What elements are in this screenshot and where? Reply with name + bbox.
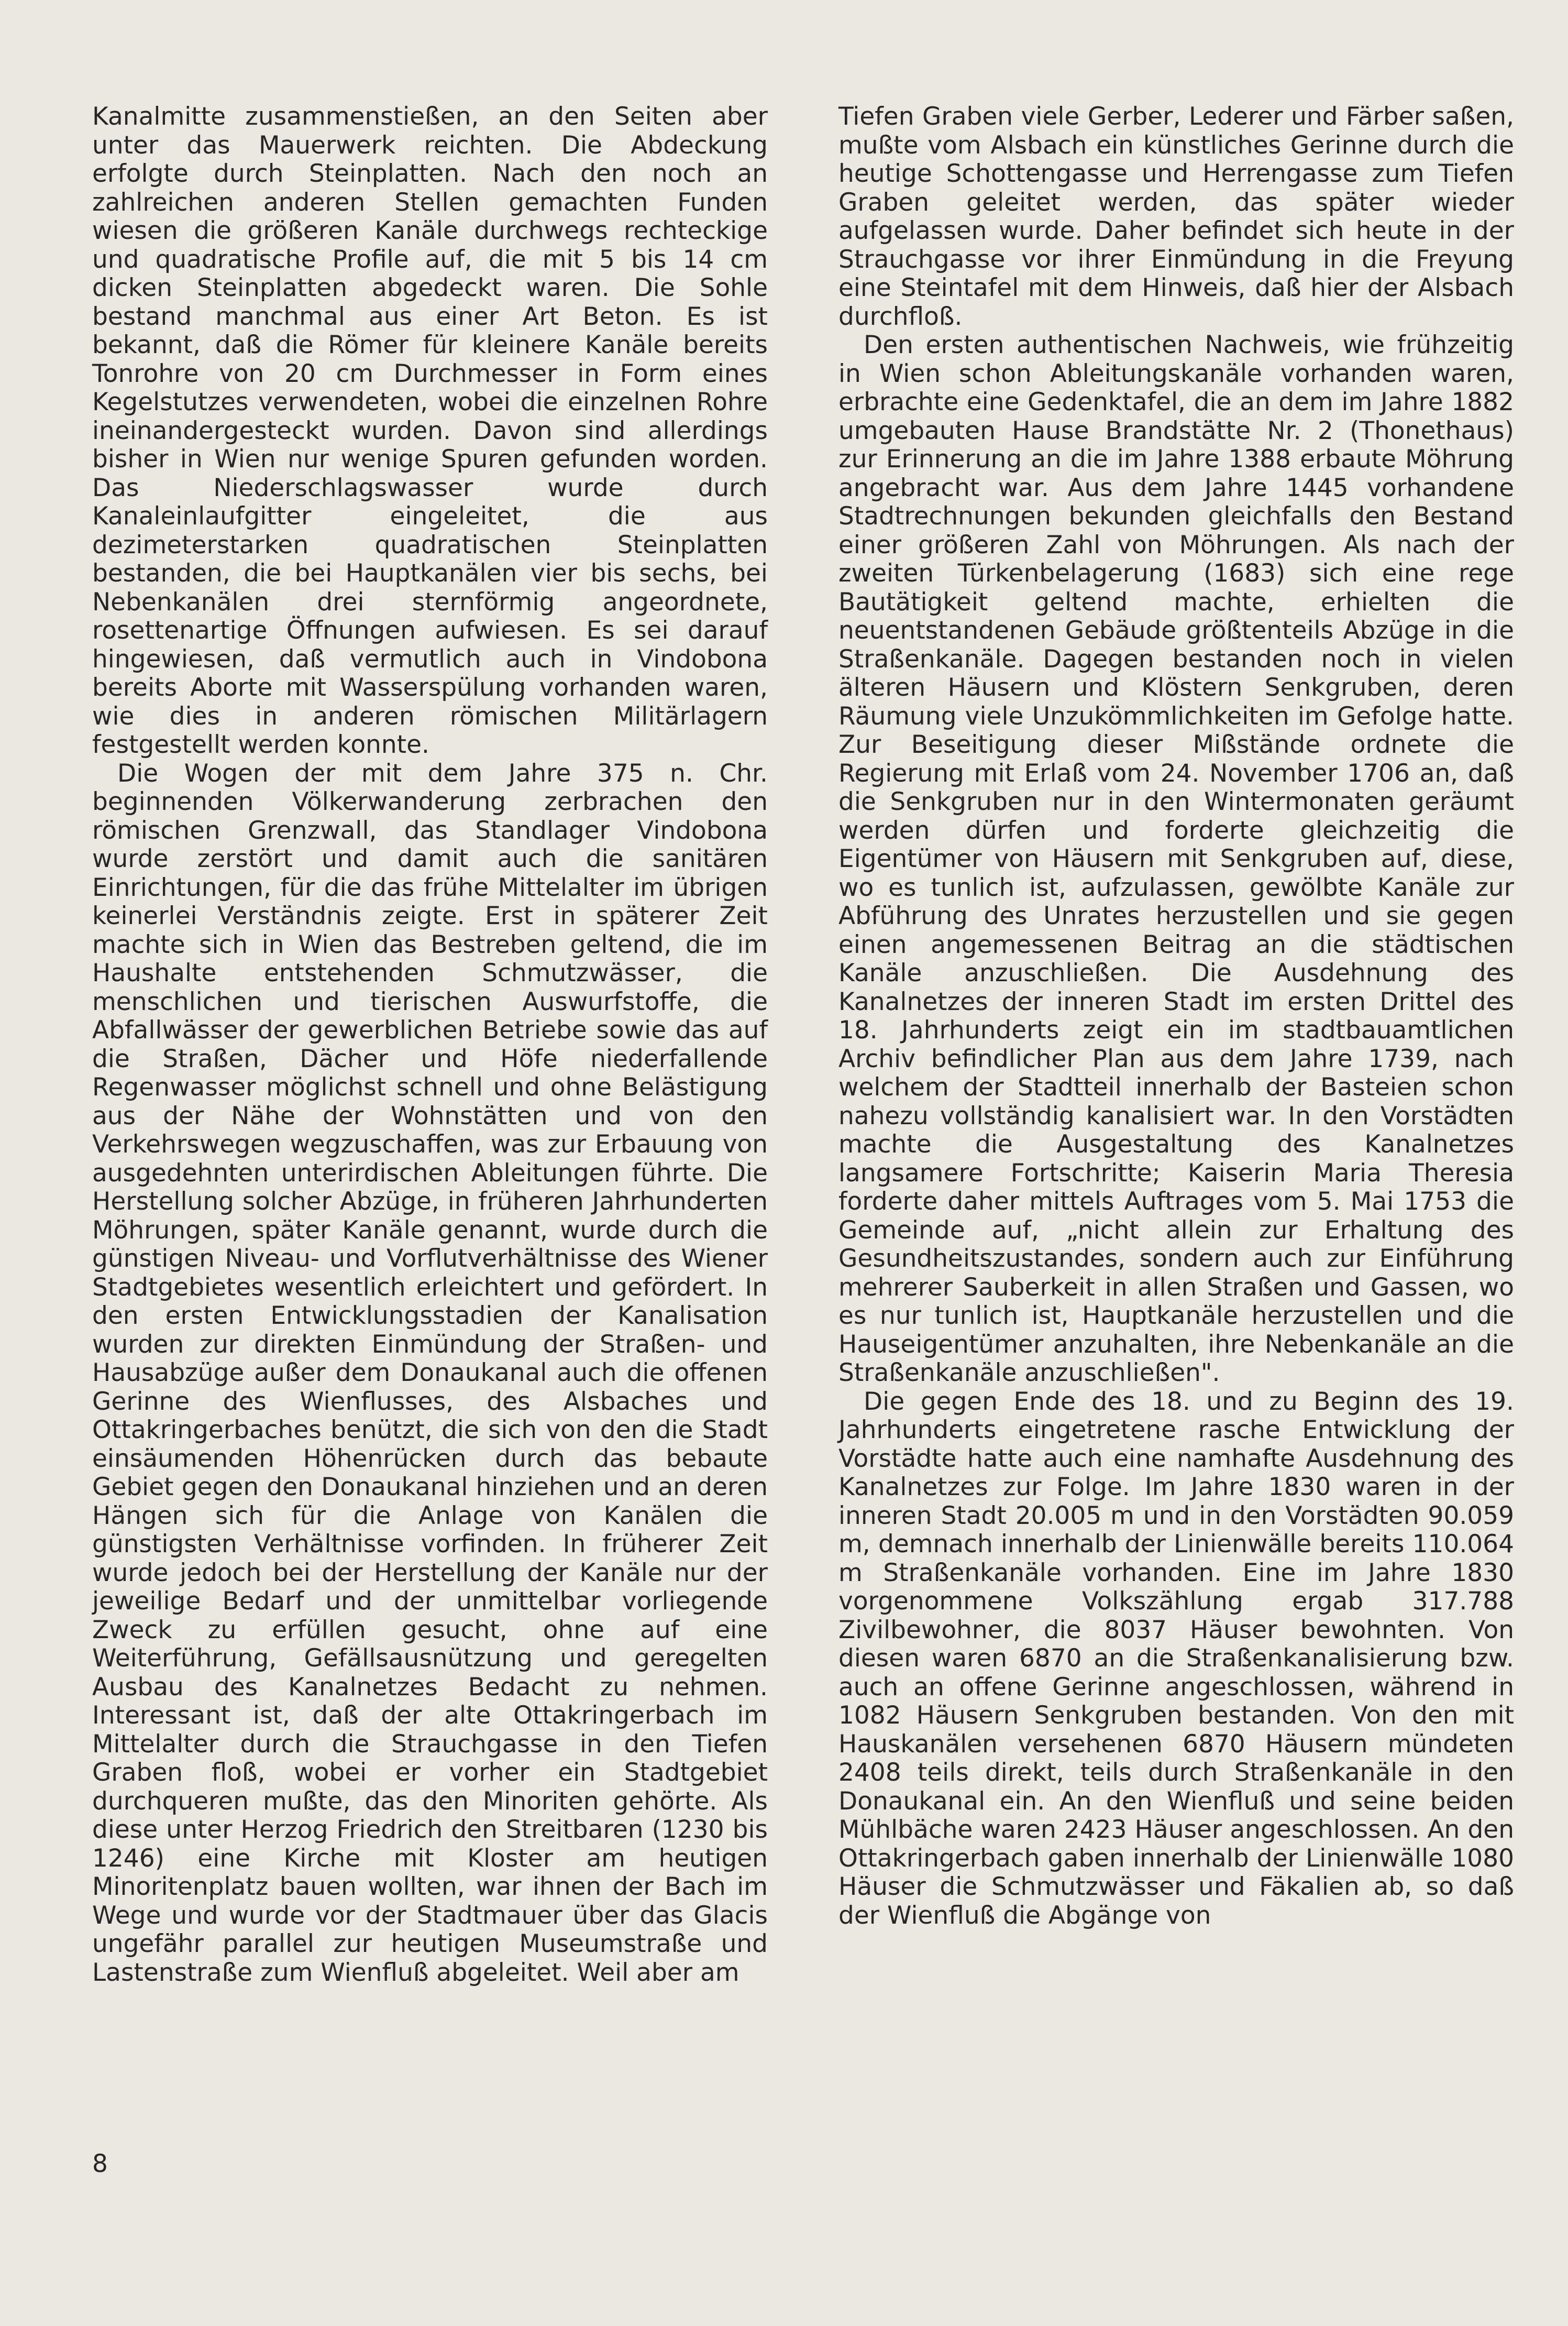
paragraph-right-1: Tiefen Graben viele Gerber, Lederer und Färber saßen, mußte vom Alsbach ein künstliches Gerinne durch die heutige Schottengasse und Herrengasse zum Tiefen Graben geleitet werden, das später wieder aufgelassen wurde. Daher befindet sich heute in der Strauchgasse vor ihrer Einmündung in die Freyung eine Steintafel mit dem Hinweis, daß hier der Alsbach durchfloß. bbox=[838, 102, 1514, 331]
paragraph-left-1: Kanalmitte zusammenstießen, an den Seiten aber unter das Mauerwerk reichten. Die Abdeckung erfolgte durch Steinplatten. Nach den noch an zahlreichen anderen Stellen gemachten Funden wiesen die größeren Kanäle durchwegs rechteckige und quadratische Profile auf, die mit 5 bis 14 cm dicken Steinplatten abgedeckt waren. Die Sohle bestand manchmal aus einer Art Beton. Es ist bekannt, daß die Römer für kleinere Kanäle bereits Tonrohre von 20 cm Durchmesser in Form eines Kegelstutzes verwendeten, wobei die einzelnen Rohre ineinandergesteckt wurden. Davon sind allerdings bisher in Wien nur wenige Spuren gefunden worden. Das Niederschlagswasser wurde durch Kanaleinlaufgitter eingeleitet, die aus dezimeterstarken quadratischen Steinplatten bestanden, die bei Hauptkanälen vier bis sechs, bei Nebenkanälen drei sternförmig angeordnete, rosettenartige Öffnungen aufwiesen. Es sei darauf hingewiesen, daß vermutlich auch in Vindobona bereits Aborte mit Wasserspülung vorhanden waren, wie dies in anderen römischen Militärlagern festgestellt werden konnte. bbox=[92, 102, 768, 759]
paragraph-right-2: Den ersten authentischen Nachweis, wie frühzeitig in Wien schon Ableitungskanäle vorhanden waren, erbrachte eine Gedenktafel, die an dem im Jahre 1882 umgebauten Hause Brandstätte Nr. 2 (Thonethaus) zur Erinnerung an die im Jahre 1388 erbaute Möhrung angebracht war. Aus dem Jahre 1445 vorhandene Stadtrechnungen bekunden gleichfalls den Bestand einer größeren Zahl von Möhrungen. Als nach der zweiten Türkenbelagerung (1683) sich eine rege Bautätigkeit geltend machte, erhielten die neuentstandenen Gebäude größtenteils Abzüge in die Straßenkanäle. Dagegen bestanden noch in vielen älteren Häusern und Klöstern Senkgruben, deren Räumung viele Unzukömmlichkeiten im Gefolge hatte. Zur Beseitigung dieser Mißstände ordnete die Regierung mit Erlaß vom 24. November 1706 an, daß die Senkgruben nur in den Wintermonaten geräumt werden dürfen und forderte gleichzeitig die Eigentümer von Häusern mit Senkgruben auf, diese, wo es tunlich ist, aufzulassen, gewölbte Kanäle zur Abführung des Unrates herzustellen und sie gegen einen angemessenen Beitrag an die städtischen Kanäle anzuschließen. Die Ausdehnung des Kanalnetzes der inneren Stadt im ersten Drittel des 18. Jahrhunderts zeigt ein im stadtbauamtlichen Archiv befindlicher Plan aus dem Jahre 1739, nach welchem der Stadtteil innerhalb der Basteien schon nahezu vollständig kanalisiert war. In den Vorstädten machte die Ausgestaltung des Kanalnetzes langsamere Fortschritte; Kaiserin Maria Theresia forderte daher mittels Auftrages vom 5. Mai 1753 die Gemeinde auf, „nicht allein zur Erhaltung des Gesundheitszustandes, sondern auch zur Einführung mehrerer Sauberkeit in allen Straßen und Gassen, wo es nur tunlich ist, Hauptkanäle herzustellen und die Hauseigentümer anzuhalten, ihre Nebenkanäle an die Straßenkanäle anzuschließen". bbox=[838, 331, 1514, 1387]
paragraph-left-2: Die Wogen der mit dem Jahre 375 n. Chr. beginnenden Völkerwanderung zerbrachen den römischen Grenzwall, das Standlager Vindobona wurde zerstört und damit auch die sanitären Einrichtungen, für die das frühe Mittelalter im übrigen keinerlei Verständnis zeigte. Erst in späterer Zeit machte sich in Wien das Bestreben geltend, die im Haushalte entstehenden Schmutzwässer, die menschlichen und tierischen Auswurfstoffe, die Abfallwässer der gewerblichen Betriebe sowie das auf die Straßen, Dächer und Höfe niederfallende Regenwasser möglichst schnell und ohne Belästigung aus der Nähe der Wohnstätten und von den Verkehrswegen wegzuschaffen, was zur Erbauung von ausgedehnten unterirdischen Ableitungen führte. Die Herstellung solcher Abzüge, in früheren Jahrhunderten Möhrungen, später Kanäle genannt, wurde durch die günstigen Niveau- und Vorflutverhältnisse des Wiener Stadtgebietes wesentlich erleichtert und gefördert. In den ersten Entwicklungsstadien der Kanalisation wurden zur direkten Einmündung der Straßen- und Hausabzüge außer dem Donaukanal auch die offenen Gerinne des Wienflusses, des Alsbaches und Ottakringerbaches benützt, die sich von den die Stadt einsäumenden Höhenrücken durch das bebaute Gebiet gegen den Donaukanal hinziehen und an deren Hängen sich für die Anlage von Kanälen die günstigsten Verhältnisse vorfinden. In früherer Zeit wurde jedoch bei der Herstellung der Kanäle nur der jeweilige Bedarf und der unmittelbar vorliegende Zweck zu erfüllen gesucht, ohne auf eine Weiterführung, Gefällsausnützung und geregelten Ausbau des Kanalnetzes Bedacht zu nehmen. Interessant ist, daß der alte Ottakringerbach im Mittelalter durch die Strauchgasse in den Tiefen Graben floß, wobei er vorher ein Stadtgebiet durchqueren mußte, das den Minoriten gehörte. Als diese unter Herzog Friedrich den Streitbaren (1230 bis 1246) eine Kirche mit Kloster am heutigen Minoritenplatz bauen wollten, war ihnen der Bach im Wege und wurde vor der Stadtmauer über das Glacis ungefähr parallel zur heutigen Museumstraße und Lastenstraße zum Wienfluß abgeleitet. Weil aber am bbox=[92, 759, 768, 1987]
right-text-column bbox=[838, 103, 1514, 1930]
paragraph-right-3: Die gegen Ende des 18. und zu Beginn des 19. Jahrhunderts eingetretene rasche Entwicklung der Vorstädte hatte auch eine namhafte Ausdehnung des Kanalnetzes zur Folge. Im Jahre 1830 waren in der inneren Stadt 20.005 m und in den Vorstädten 90.059 m, demnach innerhalb der Linienwälle bereits 110.064 m Straßenkanäle vorhanden. Eine im Jahre 1830 vorgenommene Volkszählung ergab 317.788 Zivilbewohner, die 8037 Häuser bewohnten. Von diesen waren 6870 an die Straßenkanalisierung bzw. auch an offene Gerinne angeschlossen, während in 1082 Häusern Senkgruben bestanden. Von den mit Hauskanälen versehenen 6870 Häusern mündeten 2408 teils direkt, teils durch Straßenkanäle in den Donaukanal ein. An den Wienfluß und seine beiden Mühlbäche waren 2423 Häuser angeschlossen. An den Ottakringerbach gaben innerhalb der Linienwälle 1080 Häuser die Schmutzwässer und Fäkalien ab, so daß der Wienfluß die Abgänge von bbox=[838, 1387, 1514, 1930]
left-text-column bbox=[92, 103, 768, 1987]
page-number: 8 bbox=[92, 2149, 108, 2178]
